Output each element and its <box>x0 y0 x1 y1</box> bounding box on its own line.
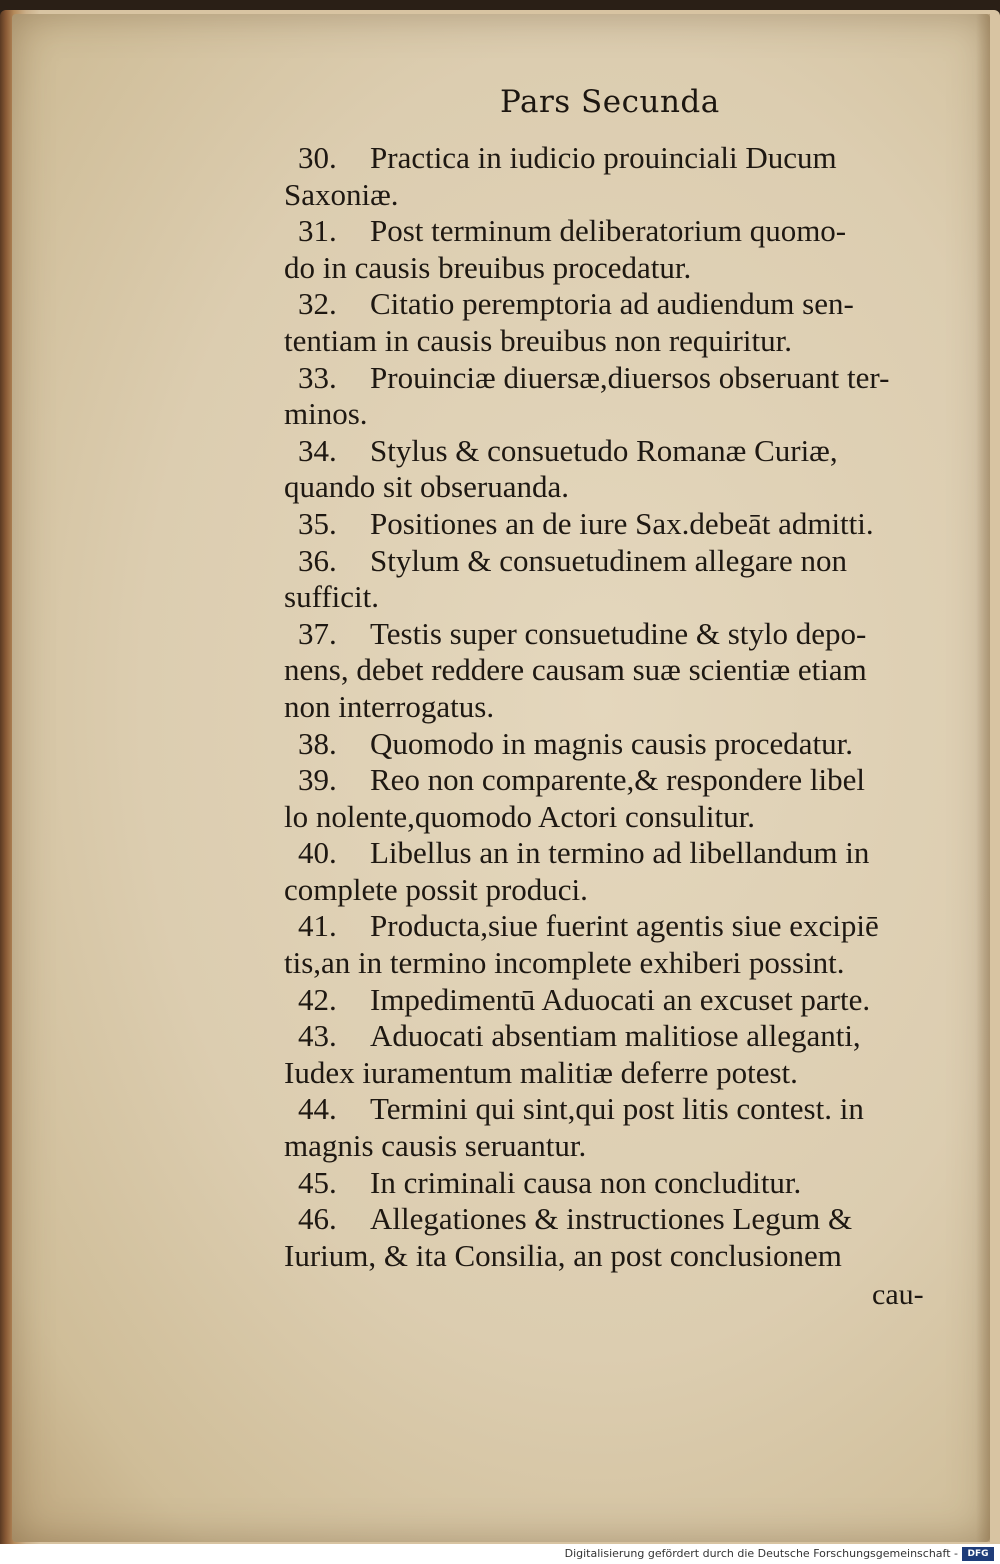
entry-continuation-line <box>284 945 934 982</box>
entry-continuation-line <box>284 689 934 726</box>
dfg-logo: DFG <box>962 1547 994 1561</box>
entry-text: Libellus an in termino ad libellandum in <box>370 835 870 871</box>
entry-continuation-line <box>284 579 934 616</box>
entry-first-line <box>284 908 934 945</box>
entry-first-line <box>284 433 934 470</box>
entry-first-line <box>284 506 934 543</box>
entry-continuation-line <box>284 1238 934 1275</box>
entry-number: 41. <box>298 908 337 944</box>
entry-text: nens, debet reddere causam suæ scientiæ etiam <box>284 652 867 688</box>
entry-continuation-line <box>284 1055 934 1092</box>
entry-first-line <box>284 286 934 323</box>
entry-text: do in causis breuibus procedatur. <box>284 249 692 285</box>
entry-text: Quomodo in magnis causis procedatur. <box>370 725 853 761</box>
entry-text: Producta,siue fuerint agentis siue excipiē <box>370 908 879 944</box>
entry-text: Allegationes & instructiones Legum & <box>370 1201 853 1237</box>
entry-first-line <box>284 1091 934 1128</box>
entry-number: 39. <box>298 762 337 798</box>
entry-continuation-line <box>284 177 934 214</box>
entry-text: Iudex iuramentum malitiæ deferre potest. <box>284 1054 798 1090</box>
entry-first-line <box>284 1165 934 1202</box>
entry-number: 42. <box>298 981 337 1017</box>
entry-number: 40. <box>298 835 337 871</box>
catchword: cau- <box>872 1278 924 1311</box>
entry-text: tis,an in termino incomplete exhiberi possint. <box>284 945 845 981</box>
entry-text: Iurium, & ita Consilia, an post conclusionem <box>284 1237 842 1273</box>
entry-first-line <box>284 982 934 1019</box>
entry-text: minos. <box>284 396 368 432</box>
entry-number: 45. <box>298 1164 337 1200</box>
entry-first-line <box>284 213 934 250</box>
entry-first-line <box>284 1201 934 1238</box>
entry-text: quando sit obseruanda. <box>284 469 569 505</box>
entry-continuation-line <box>284 872 934 909</box>
entry-text: non interrogatus. <box>284 688 495 724</box>
entry-continuation-line <box>284 1128 934 1165</box>
entry-number: 33. <box>298 359 337 395</box>
entry-number: 37. <box>298 615 337 651</box>
entry-text: complete possit produci. <box>284 871 588 907</box>
entry-number: 34. <box>298 432 337 468</box>
entry-first-line <box>284 140 934 177</box>
entry-number: 38. <box>298 725 337 761</box>
entry-text: Stylus & consuetudo Romanæ Curiæ, <box>370 432 838 468</box>
entry-first-line <box>284 835 934 872</box>
entry-first-line <box>284 543 934 580</box>
entry-text: Testis super consuetudine & stylo depo- <box>370 615 867 651</box>
entry-text: Practica in iudicio prouinciali Ducum <box>370 140 837 175</box>
entry-text: magnis causis seruantur. <box>284 1128 587 1164</box>
entry-text: sufficit. <box>284 579 379 615</box>
entry-number: 30. <box>298 140 337 175</box>
entry-first-line <box>284 360 934 397</box>
entry-text: tentiam in causis breuibus non requiritur. <box>284 322 792 358</box>
entry-number: 35. <box>298 505 337 541</box>
page-edge-shadow <box>976 14 990 1542</box>
entry-number: 44. <box>298 1091 337 1127</box>
entry-text: Reo non comparente,& respondere libel <box>370 762 865 798</box>
running-head: Pars Secunda <box>500 84 720 120</box>
entry-text: Positiones an de iure Sax.debeāt admitti. <box>370 505 874 541</box>
entry-first-line <box>284 1018 934 1055</box>
entry-continuation-line <box>284 396 934 433</box>
entry-text: Stylum & consuetudinem allegare non <box>370 542 847 578</box>
entry-text: In criminali causa non concluditur. <box>370 1164 802 1200</box>
entry-text: Citatio peremptoria ad audiendum sen- <box>370 286 854 322</box>
entry-number: 43. <box>298 1018 337 1054</box>
entry-text: Saxoniæ. <box>284 176 399 212</box>
entry-number: 36. <box>298 542 337 578</box>
entry-first-line <box>284 616 934 653</box>
entry-number: 32. <box>298 286 337 322</box>
entry-number: 31. <box>298 213 337 249</box>
entry-text: Post terminum deliberatorium quomo- <box>370 213 847 249</box>
entry-text: lo nolente,quomodo Actori consulitur. <box>284 798 755 834</box>
entry-continuation-line <box>284 250 934 287</box>
entry-first-line <box>284 762 934 799</box>
entry-continuation-line <box>284 469 934 506</box>
footer-credit: Digitalisierung gefördert durch die Deutsche Forschungsgemeinschaft - <box>564 1547 958 1560</box>
entry-text: Impedimentū Aduocati an excuset parte. <box>370 981 871 1017</box>
entry-continuation-line <box>284 799 934 836</box>
entry-list <box>284 140 934 1274</box>
entry-first-line <box>284 726 934 763</box>
entry-continuation-line <box>284 323 934 360</box>
entry-text: Prouinciæ diuersæ,diuersos obseruant ter- <box>370 359 890 395</box>
entry-text: Aduocati absentiam malitiose alleganti, <box>370 1018 861 1054</box>
entry-text: Termini qui sint,qui post litis contest. in <box>370 1091 864 1127</box>
entry-continuation-line <box>284 652 934 689</box>
entry-number: 46. <box>298 1201 337 1237</box>
